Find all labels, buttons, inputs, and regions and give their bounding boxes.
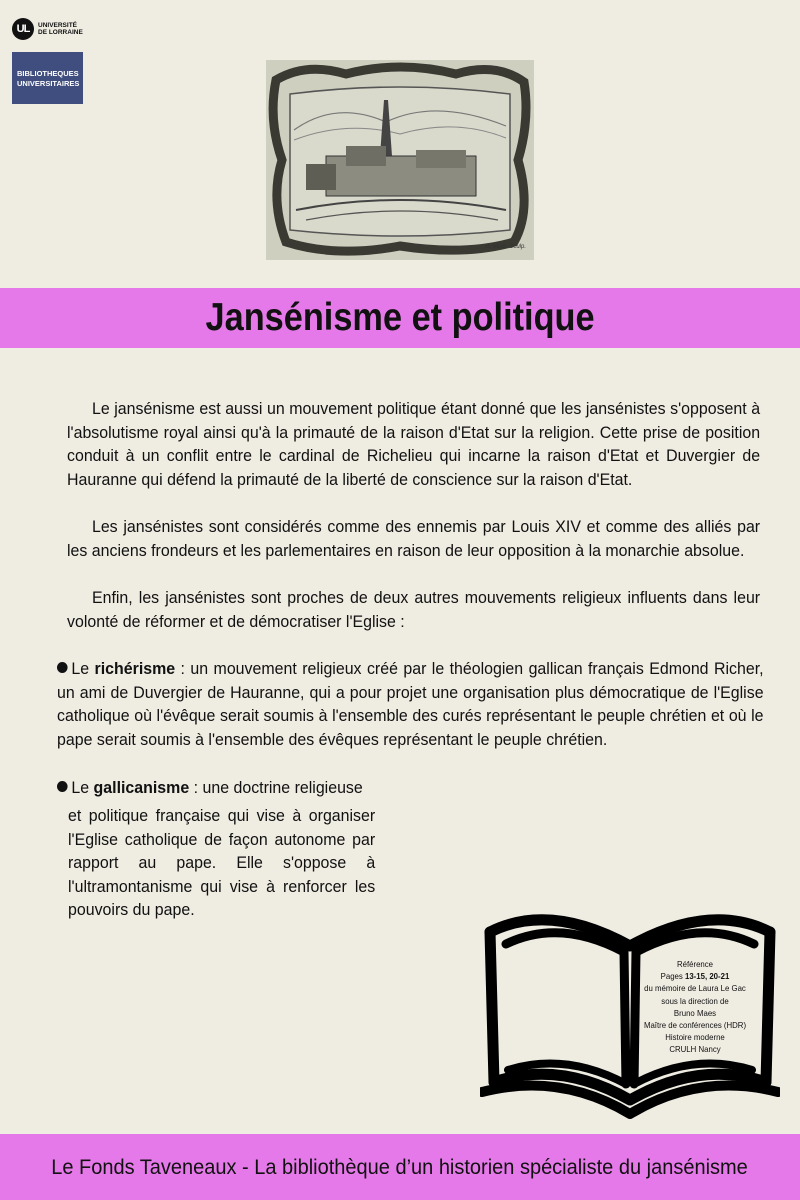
logo-line-1: UNIVERSITÉ — [38, 22, 78, 29]
bullet-richerisme: Le richérisme : un mouvement religieux créé par le théologien gallican français Edmond Richer, un ami de Duvergier de Hauranne, qui a pour projet une organisation plus démocratique de l'Eglise catholique où l'évêque serait soumis à l'ensemble des curés représentant le peuple chrétien et où le pape serait soumis à l'ensemble des évêques représentant le peuple chrétien. — [57, 659, 764, 749]
reference-heading: Référence — [676, 959, 714, 969]
paragraph-2: Les jansénistes sont considérés comme des ennemis par Louis XIV et comme des alliés par les anciens frondeurs et les parlementaires en raison de leur opposition à la monarchie absolue. — [67, 517, 761, 560]
bibliotheques-universitaires-logo — [12, 52, 83, 104]
bu-line-2: UNIVERSITAIRES — [17, 79, 80, 88]
reference-line: du mémoire de Laura Le Gac — [644, 983, 746, 994]
reference-line: sous la direction de — [661, 995, 729, 1006]
footer-band — [0, 1134, 800, 1200]
reference-line: Bruno Maes — [673, 1007, 717, 1018]
engraving-signature: B. Vicar. Sculp. — [485, 244, 526, 250]
engraving-image — [266, 60, 534, 260]
term-richerisme: richérisme — [94, 659, 176, 678]
page-title: Jansénisme et politique — [205, 296, 595, 339]
reference-line: CRULH Nancy — [669, 1044, 721, 1055]
term-gallicanisme: gallicanisme — [93, 778, 190, 797]
reference-pages: Pages 13-15, 20-21 — [660, 971, 730, 982]
paragraph-3: Enfin, les jansénistes sont proches de deux autres mouvements religieux influents dans leur volonté de réformer et de démocratiser l'Eglise : — [67, 588, 761, 631]
bullet-dot-icon — [57, 781, 68, 792]
ul-monogram-icon: UL — [12, 18, 34, 40]
paragraph-1: Le jansénisme est aussi un mouvement politique étant donné que les jansénistes s'opposent à l'absolutisme royal ainsi qu'à la primauté de la raison d'Etat sur la religion. Cette prise de position conduit à un conflit entre le cardinal de Richelieu qui incarne la raison d'Etat et Duvergier de Hauranne qui défend la primauté de la liberté de conscience sur la raison d'Etat. — [67, 399, 761, 489]
footer-text: Le Fonds Taveneaux - La bibliothèque d’un historien spécialiste du jansénisme — [51, 1154, 749, 1179]
title-band — [0, 288, 800, 348]
bullet-gallicanisme-continuation: et politique française qui vise à organiser l'Eglise catholique de façon autonome par rapport au pape. Elle s'oppose à l'ultramontanisme qui vise à renforcer les pouvoirs du pape. — [68, 806, 376, 919]
bu-line-1: BIBLIOTHEQUES — [17, 69, 79, 78]
bullet-dot-icon — [57, 662, 68, 673]
universite-de-lorraine-logo — [12, 18, 83, 40]
reference-line: Maître de conférences (HDR) — [643, 1020, 747, 1031]
bullet-gallicanisme: Le gallicanisme : une doctrine religieuse — [57, 776, 383, 800]
logo-line-2: DE LORRAINE — [38, 29, 83, 36]
reference-block — [630, 958, 760, 1056]
reference-line: Histoire moderne — [665, 1032, 725, 1043]
